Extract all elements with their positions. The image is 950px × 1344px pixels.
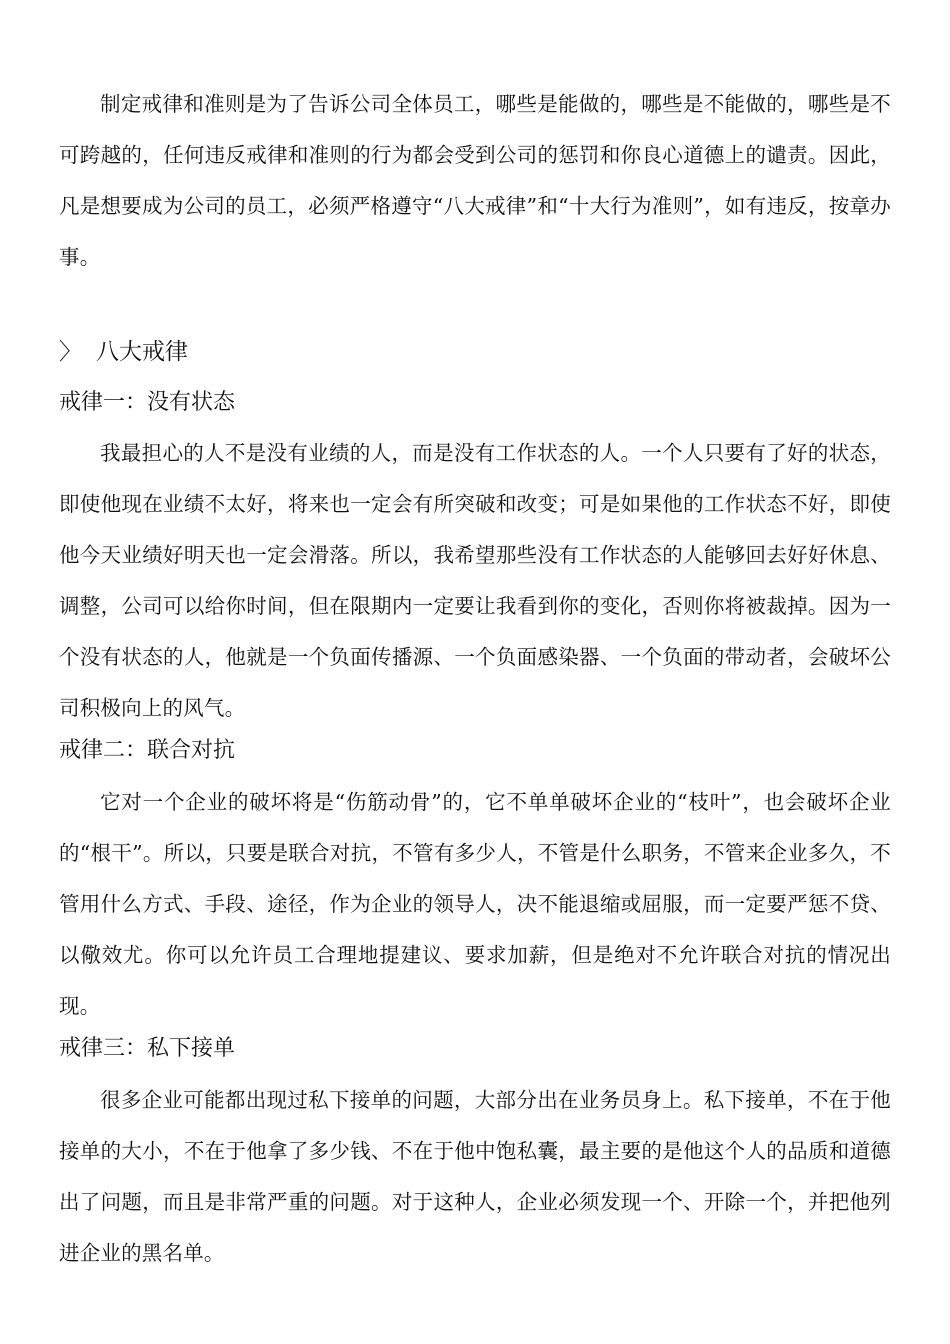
rule-heading-2: 戒律二：联合对抗: [59, 738, 236, 763]
rule-heading-1: 戒律一：没有状态: [59, 390, 236, 415]
intro-paragraph: 制定戒律和准则是为了告诉公司全体员工，哪些是能做的，哪些是不能做的，哪些是不可跨越的，任何违反戒律和准则的行为都会受到公司的惩罚和你良心道德上的谴责。因此，凡是想要成为公司的员工，必须严格遵守“八大戒律”和“十大行为准则”，如有违反，按章办事。: [59, 92, 891, 269]
rule-body-3: 很多企业可能都出现过私下接单的问题，大部分出在业务员身上。私下接单，不在于他接单的大小，不在于他拿了多少钱、不在于他中饱私囊，最主要的是他这个人的品质和道德出了问题，而且是非常严重的问题。对于这种人，企业必须发现一个、开除一个，并把他列进企业的黑名单。: [59, 1088, 891, 1265]
rule-body-2: 它对一个企业的破坏将是“伤筋动骨”的，它不单单破坏企业的“枝叶”，也会破坏企业的“根干”。所以，只要是联合对抗，不管有多少人，不管是什么职务，不管来企业多久，不管用什么方式、手段、途径，作为企业的领导人，决不能退缩或屈服，而一定要严惩不贷、以儆效尤。你可以允许员工合理地提建议、要求加薪，但是绝对不允许联合对抗的情况出现。: [59, 790, 891, 1018]
section-title: [59, 332, 188, 372]
rule-body-1: 我最担心的人不是没有业绩的人，而是没有工作状态的人。一个人只要有了好的状态，即使他现在业绩不太好，将来也一定会有所突破和改变；可是如果他的工作状态不好，即使他今天业绩好明天也一定会滑落。所以，我希望那些没有工作状态的人能够回去好好休息、调整，公司可以给你时间，但在限期内一定要让我看到你的变化，否则你将被裁掉。因为一个没有状态的人，他就是一个负面传播源、一个负面感染器、一个负面的带动者，会破坏公司积极向上的风气。: [59, 441, 891, 720]
section-title-text: 八大戒律: [96, 339, 188, 365]
rule-heading-3: 戒律三：私下接单: [59, 1036, 236, 1061]
chevron-right-icon: 〉: [59, 339, 82, 365]
